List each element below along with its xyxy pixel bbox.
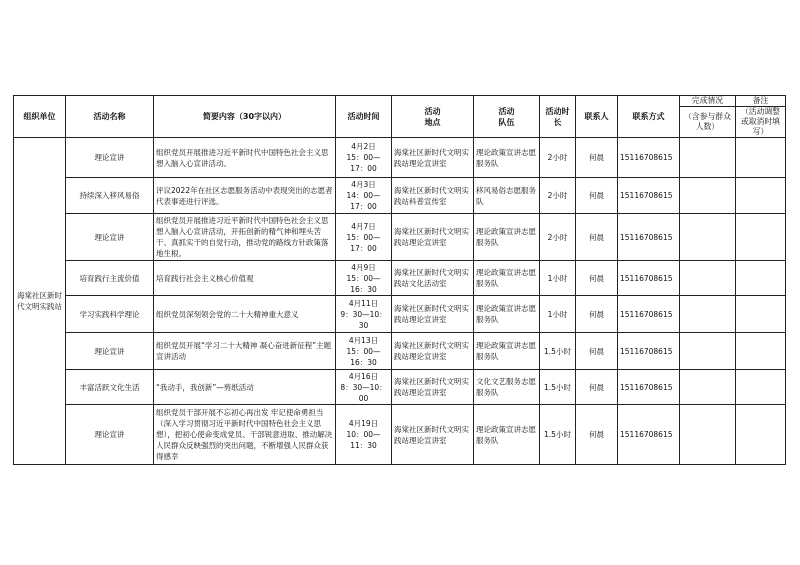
- cell-contact-text: 何晨: [589, 382, 604, 392]
- cell-duration-text: 1.5小时: [544, 346, 571, 356]
- header-phone: 联系方式: [618, 96, 680, 138]
- header-unit: 组织单位: [14, 96, 66, 138]
- cell-duration: [540, 333, 576, 370]
- header-content: 简要内容（30字以内）: [154, 96, 336, 138]
- cell-phone-text: 15116708615: [620, 232, 673, 242]
- header-remark: 备注: [736, 96, 786, 107]
- cell-name-text: 理论宣讲: [94, 430, 125, 439]
- cell-phone-text: 15116708615: [620, 346, 673, 356]
- cell-name: [66, 405, 154, 465]
- cell-phone-text: 15116708615: [620, 191, 673, 200]
- cell-name: [66, 296, 154, 333]
- cell-phone: [618, 296, 680, 333]
- cell-content: [154, 261, 336, 296]
- cell-duration-text: 1小时: [547, 273, 568, 283]
- cell-name: [66, 370, 154, 405]
- cell-content: [154, 138, 336, 178]
- cell-content-text: 组织党员干部开展不忘初心再出发 牢记使命勇担当（深入学习贯彻习近平新时代中国特色社会主义思想），把初心使命变成党员、干部锐意进取、推动解决人民群众反映强烈的突出问题，不断增强人民群众获得感幸: [156, 408, 333, 461]
- cell-contact: [576, 138, 618, 178]
- cell-place: [392, 261, 474, 296]
- cell-duration-text: 2小时: [547, 191, 568, 200]
- cell-duration-text: 1小时: [547, 309, 568, 319]
- cell-team-text: 理论政策宣讲志愿服务队: [476, 341, 536, 361]
- header-completion: 完成情况: [680, 96, 736, 107]
- cell-place-text: 海棠社区新时代文明实践站理论宣讲室: [394, 341, 469, 361]
- cell-name-text: 理论宣讲: [94, 346, 125, 356]
- header-place: 活动 地点: [392, 96, 474, 138]
- table-row: [14, 138, 786, 178]
- cell-completion: [680, 138, 736, 178]
- cell-remark: [736, 405, 786, 465]
- cell-place-text: 海棠社区新时代文明实践站理论宣讲室: [394, 147, 469, 168]
- cell-content-text: 组织党员开展推进习近平新时代中国特色社会主义思想入脑入心宣讲活动。: [156, 147, 329, 168]
- cell-remark: [736, 138, 786, 178]
- cell-remark: [736, 296, 786, 333]
- cell-phone-text: 15116708615: [620, 153, 673, 162]
- cell-phone: [618, 178, 680, 214]
- cell-contact: [576, 370, 618, 405]
- cell-place: [392, 370, 474, 405]
- cell-remark: [736, 261, 786, 296]
- cell-team: [474, 261, 540, 296]
- cell-duration-text: 2小时: [547, 232, 568, 242]
- cell-time-text: 4月7日 15：00—17：00: [346, 221, 381, 253]
- header-name: 活动名称: [66, 96, 154, 138]
- cell-name: [66, 333, 154, 370]
- cell-name: [66, 178, 154, 214]
- cell-phone-text: 15116708615: [620, 430, 673, 439]
- cell-team: [474, 333, 540, 370]
- cell-time-text: 4月11日 9：30—10：30: [340, 298, 387, 330]
- cell-contact: [576, 178, 618, 214]
- cell-remark: [736, 214, 786, 261]
- table-row: [14, 370, 786, 405]
- cell-place-text: 海棠社区新时代文明实践站理论宣讲室: [394, 424, 469, 445]
- cell-contact-text: 何晨: [589, 430, 604, 439]
- cell-time: [336, 261, 392, 296]
- cell-contact: [576, 405, 618, 465]
- cell-name: [66, 261, 154, 296]
- cell-remark: [736, 333, 786, 370]
- cell-place: [392, 138, 474, 178]
- cell-name: [66, 214, 154, 261]
- cell-duration: [540, 296, 576, 333]
- cell-name-text: 理论宣讲: [94, 153, 125, 162]
- cell-team-text: 理论政策宣讲志愿服务队: [476, 227, 536, 247]
- cell-team: [474, 214, 540, 261]
- cell-phone: [618, 261, 680, 296]
- cell-completion: [680, 333, 736, 370]
- cell-content-text: “我动手，我创新”—剪纸活动: [156, 382, 254, 392]
- cell-contact-text: 何晨: [589, 273, 604, 283]
- cell-team: [474, 178, 540, 214]
- cell-duration-text: 1.5小时: [544, 430, 571, 439]
- cell-team-text: 理论政策宣讲志愿服务队: [476, 304, 536, 324]
- table-row: [14, 296, 786, 333]
- cell-contact: [576, 214, 618, 261]
- cell-duration-text: 2小时: [547, 153, 568, 162]
- cell-contact: [576, 296, 618, 333]
- cell-contact-text: 何晨: [589, 346, 604, 356]
- cell-place: [392, 178, 474, 214]
- cell-content: [154, 370, 336, 405]
- cell-time: [336, 214, 392, 261]
- cell-phone: [618, 138, 680, 178]
- header-time: 活动时间: [336, 96, 392, 138]
- cell-completion: [680, 405, 736, 465]
- cell-name: [66, 138, 154, 178]
- cell-content: [154, 333, 336, 370]
- cell-name-text: 培育践行主流价值: [79, 273, 140, 283]
- cell-time-text: 4月13日 15：00—16：30: [346, 335, 381, 367]
- cell-completion: [680, 261, 736, 296]
- cell-duration: [540, 138, 576, 178]
- cell-content: [154, 405, 336, 465]
- cell-name-text: 理论宣讲: [94, 232, 125, 242]
- cell-contact-text: 何晨: [589, 232, 604, 242]
- cell-place: [392, 333, 474, 370]
- cell-content: [154, 178, 336, 214]
- cell-place-text: 海棠社区新时代文明实践站文化活动室: [394, 268, 469, 288]
- cell-name-text: 丰富活跃文化生活: [79, 382, 140, 392]
- table-row: [14, 178, 786, 214]
- cell-unit: 海棠社区新时代文明实践站: [14, 138, 66, 465]
- table-row: [14, 214, 786, 261]
- cell-phone: [618, 214, 680, 261]
- table-row: [14, 261, 786, 296]
- cell-phone-text: 15116708615: [620, 309, 673, 319]
- header-completion-sub: （含参与群众人数）: [680, 107, 736, 138]
- cell-content: [154, 296, 336, 333]
- cell-time-text: 4月3日 14：00—17：00: [346, 180, 381, 211]
- cell-contact-text: 何晨: [589, 191, 604, 200]
- cell-team-text: 移风易俗志愿服务队: [476, 185, 536, 206]
- cell-time-text: 4月19日 10：00—11：30: [346, 419, 381, 450]
- cell-duration-text: 1.5小时: [544, 382, 571, 392]
- cell-place-text: 海棠社区新时代文明实践站理论宣讲室: [394, 304, 469, 324]
- cell-place-text: 海棠社区新时代文明实践站理论宣讲室: [394, 377, 469, 397]
- cell-content-text: 培育践行社会主义核心价值观: [156, 273, 254, 283]
- cell-duration: [540, 178, 576, 214]
- cell-time-text: 4月2日 15：00—17：00: [346, 142, 381, 173]
- table-row: [14, 333, 786, 370]
- cell-content: [154, 214, 336, 261]
- cell-remark: [736, 178, 786, 214]
- cell-time-text: 4月16日 8：30—10：00: [340, 371, 387, 403]
- activity-table: [13, 95, 786, 465]
- cell-team-text: 理论政策宣讲志愿服务队: [476, 424, 536, 445]
- cell-completion: [680, 296, 736, 333]
- header-remark-sub: （活动调整或取消时填写）: [736, 107, 786, 138]
- cell-team: [474, 405, 540, 465]
- cell-duration: [540, 261, 576, 296]
- cell-content-text: 组织党员开展推进习近平新时代中国特色社会主义思想入脑入心宣讲活动，开拓创新的精气神和埋头苦干、真抓实干的自觉行动，推动党的路线方针政策落地生根。: [156, 216, 329, 258]
- cell-content-text: 组织党员开展“学习二十大精神 凝心奋进新征程”主题宣讲活动: [156, 341, 332, 361]
- cell-phone-text: 15116708615: [620, 382, 673, 392]
- cell-contact: [576, 333, 618, 370]
- cell-place-text: 海棠社区新时代文明实践站科普宣传室: [394, 185, 469, 206]
- cell-completion: [680, 214, 736, 261]
- cell-time: [336, 138, 392, 178]
- cell-team: [474, 296, 540, 333]
- header-duration: 活动时 长: [540, 96, 576, 138]
- cell-duration: [540, 370, 576, 405]
- cell-team-text: 文化文艺服务志愿服务队: [476, 377, 536, 397]
- cell-completion: [680, 178, 736, 214]
- cell-content-text: 组织党员深刻领会党的二十大精神重大意义: [156, 309, 299, 319]
- cell-team-text: 理论政策宣讲志愿服务队: [476, 268, 536, 288]
- cell-phone: [618, 405, 680, 465]
- cell-duration: [540, 405, 576, 465]
- cell-place: [392, 214, 474, 261]
- table-body: [14, 138, 786, 465]
- cell-team: [474, 370, 540, 405]
- header-contact: 联系人: [576, 96, 618, 138]
- table-row: [14, 405, 786, 465]
- cell-time: [336, 405, 392, 465]
- cell-time: [336, 333, 392, 370]
- cell-phone: [618, 370, 680, 405]
- cell-time-text: 4月9日 15：00—16：30: [346, 262, 381, 294]
- cell-place: [392, 405, 474, 465]
- cell-time: [336, 178, 392, 214]
- cell-time: [336, 296, 392, 333]
- cell-place-text: 海棠社区新时代文明实践站理论宣讲室: [394, 227, 469, 247]
- cell-name-text: 学习实践科学理论: [79, 309, 140, 319]
- cell-remark: [736, 370, 786, 405]
- cell-team-text: 理论政策宣讲志愿服务队: [476, 147, 536, 168]
- cell-contact: [576, 261, 618, 296]
- cell-contact-text: 何晨: [589, 309, 604, 319]
- cell-phone-text: 15116708615: [620, 273, 673, 283]
- cell-duration: [540, 214, 576, 261]
- cell-name-text: 持续深入移风易俗: [79, 191, 140, 200]
- cell-phone: [618, 333, 680, 370]
- cell-completion: [680, 370, 736, 405]
- cell-content-text: 评议2022年在社区志愿服务活动中表现突出的志愿者代表事迹进行评选。: [156, 185, 333, 206]
- header-team: 活动 队伍: [474, 96, 540, 138]
- cell-time: [336, 370, 392, 405]
- cell-contact-text: 何晨: [589, 153, 604, 162]
- cell-place: [392, 296, 474, 333]
- cell-team: [474, 138, 540, 178]
